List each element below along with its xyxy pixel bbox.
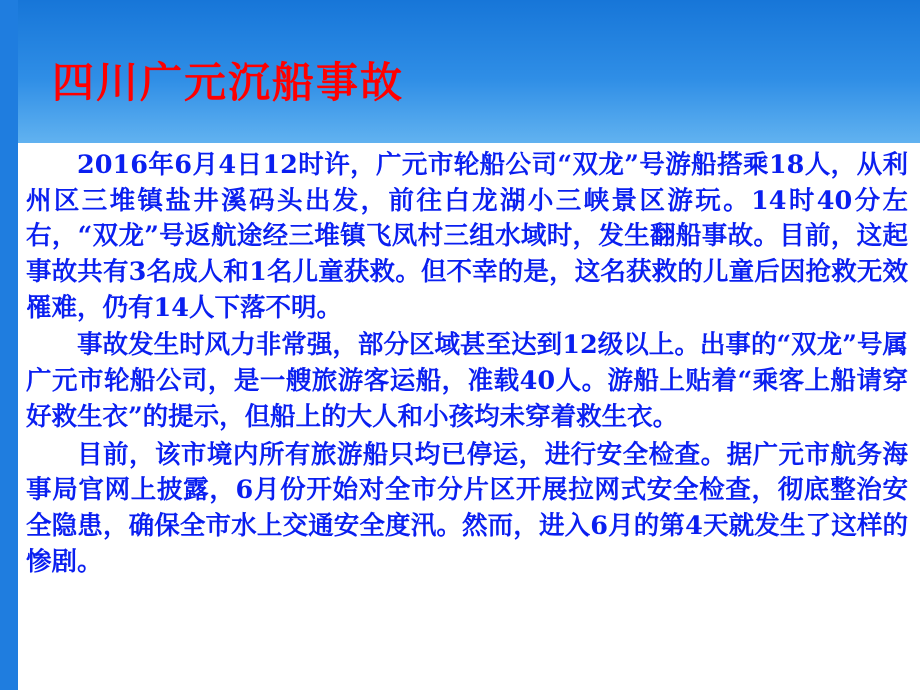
paragraph: 事故发生时风力非常强，部分区域甚至达到12级以上。出事的“双龙”号属广元市轮船公司，是一艘旅游客运船，准载40人。游船上贴着“乘客上船请穿好救生衣”的提示，但船上的大人和小孩均未穿着救生衣。 <box>26 330 908 432</box>
body-text-block <box>22 148 912 678</box>
title-banner <box>18 0 920 143</box>
paragraph: 目前，该市境内所有旅游船只均已停运，进行安全检查。据广元市航务海事局官网上披露，6月份开始对全市分片区开展拉网式安全检查，彻底整治安全隐患，确保全市水上交通安全度汛。然而，进入6月的第4天就发生了这样的惨剧。 <box>26 439 908 577</box>
page-title: 四川广元沉船事故 <box>52 58 405 107</box>
left-accent-bar <box>0 0 18 690</box>
paragraph: 2016年6月4日12时许，广元市轮船公司“双龙”号游船搭乘18人，从利州区三堆镇盐井溪码头出发，前往白龙湖小三峡景区游玩。14时40分左右，“双龙”号返航途经三堆镇飞凤村三组水域时，发生翻船事故。目前，这起事故共有3名成人和1名儿童获救。但不幸的是，这名获救的儿童后因抢救无效罹难，仍有14人下落不明。 <box>26 150 908 323</box>
